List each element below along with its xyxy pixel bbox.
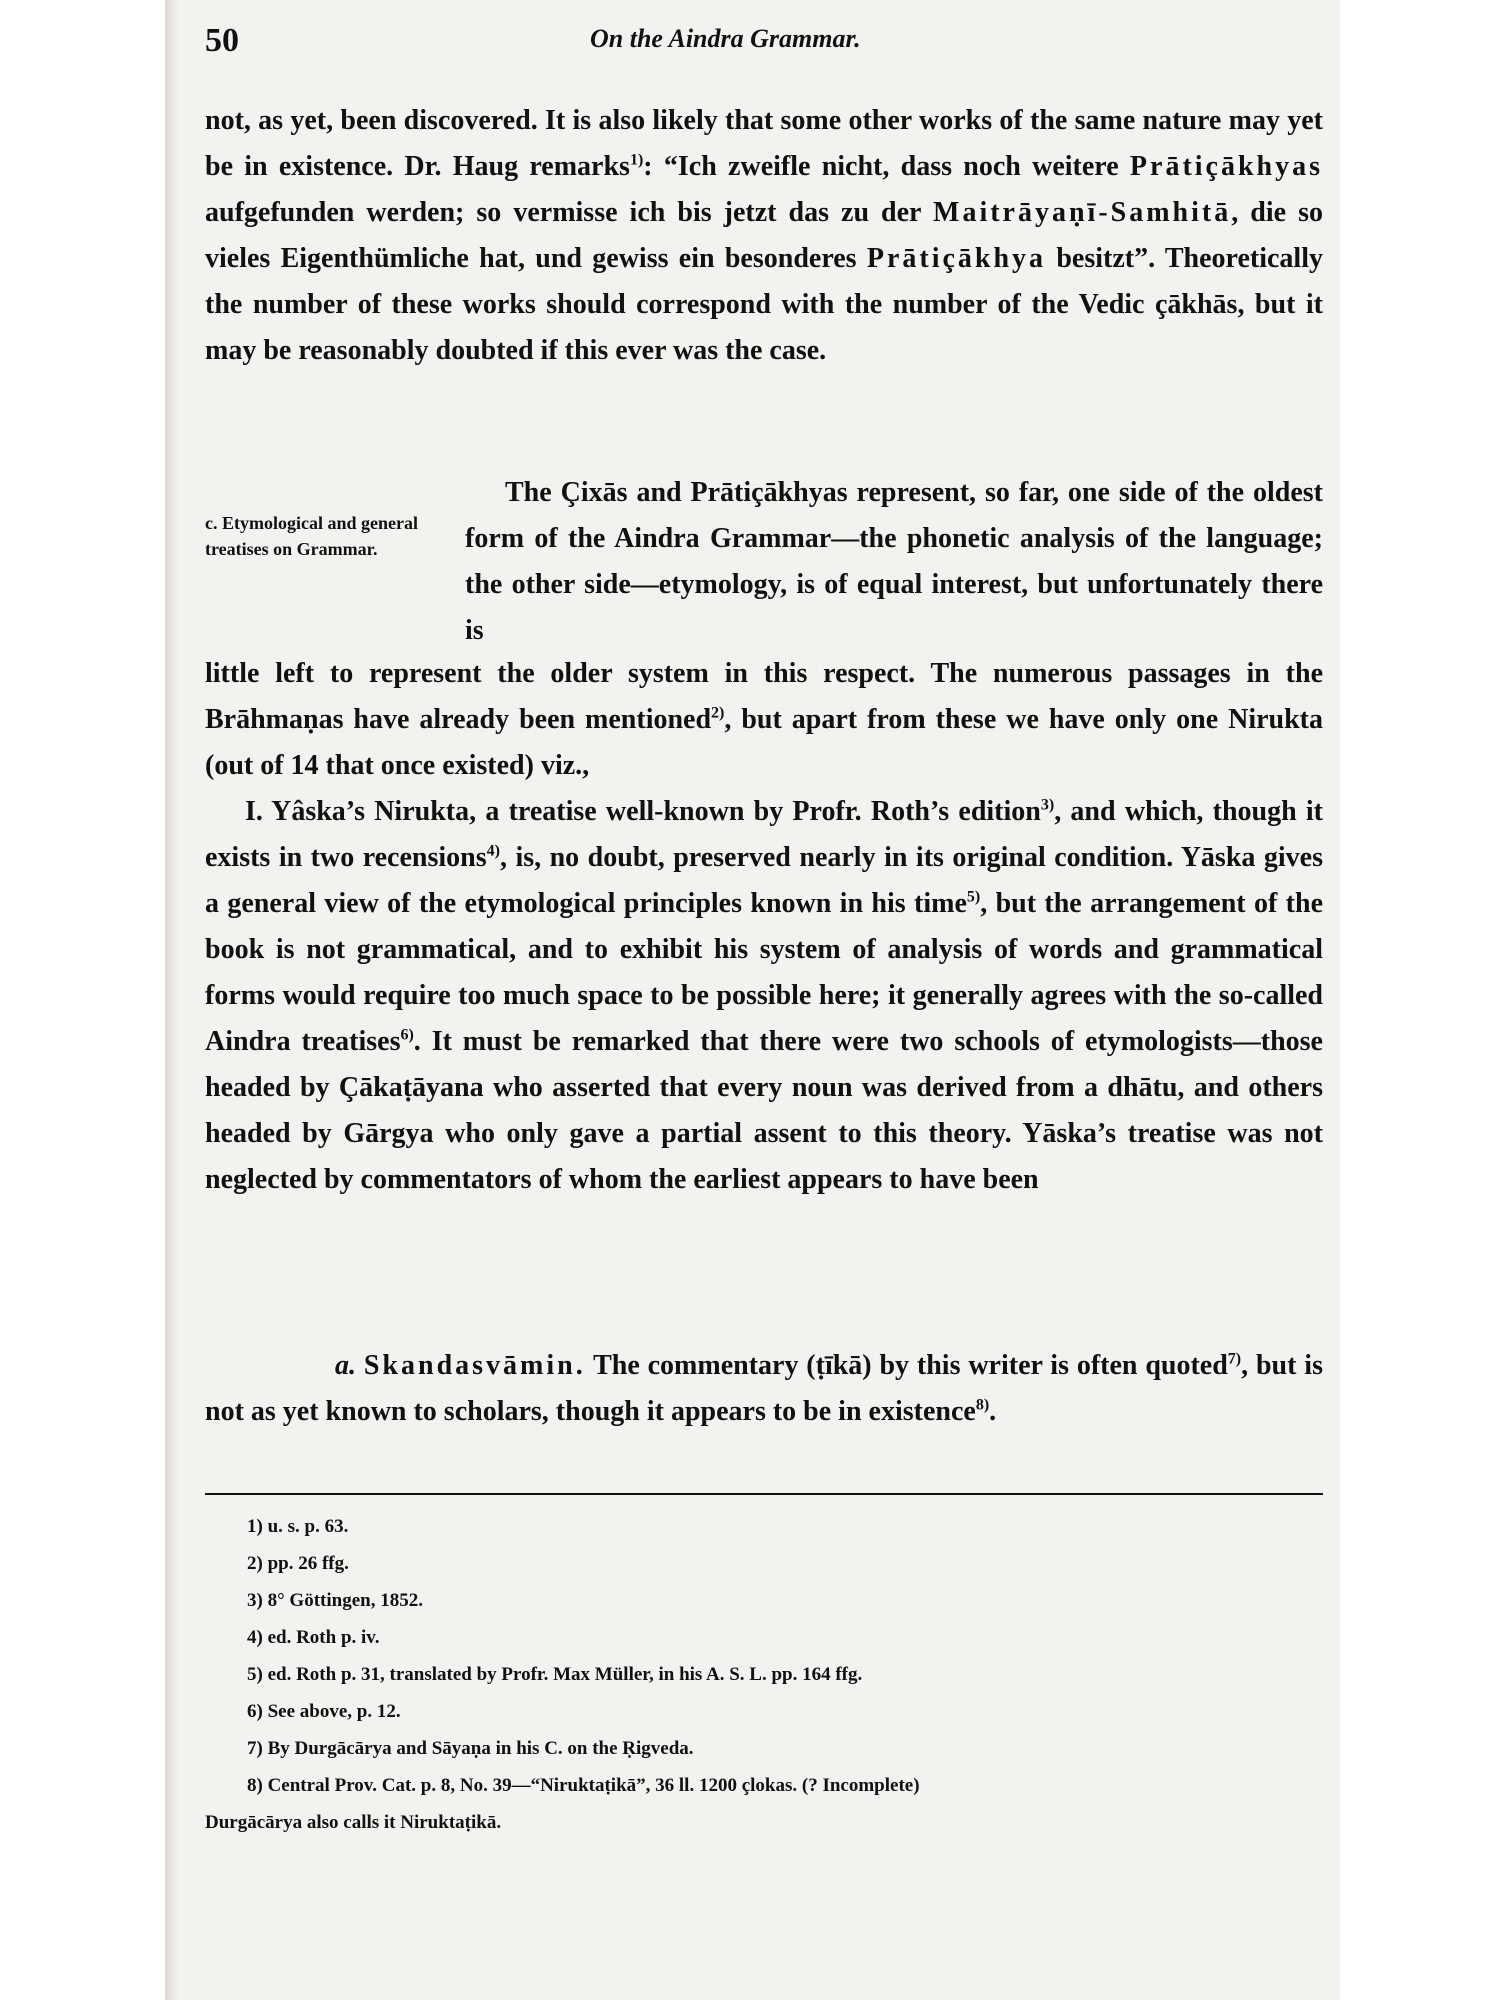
- section-i-paragraph: [205, 789, 1323, 1203]
- footnote-ref: 3): [1040, 796, 1055, 814]
- paragraph-text: , but the arrangement of the book is not grammatical, and to exhibit his system of analysis of words and grammatical forms would require too much space to be possible here; it generally agrees with the so-called Aindra treatises: [205, 888, 1323, 1057]
- marginal-note: c. Etymological and general treatises on Grammar.: [205, 513, 418, 559]
- page-gutter-shadow: [165, 0, 179, 2000]
- paragraph-text: The Çixās and Prātiçākhyas represent, so far, one side of the oldest form of the Aindra Grammar—the phonetic analysis of the language; the other side—etymology, is of equal interest, but unfortunately there is: [465, 477, 1323, 646]
- footnote-continuation: Durgācārya also calls it Niruktaṭikā.: [205, 1812, 502, 1833]
- paragraph-text: . It must be remarked that there were two schools of etymologists—those headed by Çākaṭāyana who asserted that every noun was derived from a dhātu, and others headed by Gārgya who only gave a partial assent to this theory. Yāska’s treatise was not neglected by commentators of whom the earliest appears to have been: [205, 1026, 1323, 1195]
- section-a-paragraph: [205, 1343, 1323, 1435]
- page-number: 50: [205, 22, 239, 59]
- paragraph-text: , is, no doubt, preserved nearly in its original condition. Yāska gives a general view of the etymological principles known in his time: [205, 842, 1323, 919]
- footnote-item: 8) Central Prov. Cat. p. 8, No. 39—“Niruktaṭikā”, 36 ll. 1200 çlokas. (? Incomplete): [247, 1775, 920, 1796]
- footnote-item: 5) ed. Roth p. 31, translated by Profr. Max Müller, in his A. S. L. pp. 164 ffg.: [247, 1664, 863, 1685]
- paragraph-text: besitzt”. Theoretically the number of these works should correspond with the number of the Vedic çākhās, but it may be reasonably doubted if this ever was the case.: [205, 243, 1323, 366]
- running-title: On the Aindra Grammar.: [590, 24, 861, 53]
- section-title: Yâska’s Nirukta,: [271, 796, 477, 827]
- paragraph-text: aufgefunden werden; so vermisse ich bis jetzt das zu der: [205, 197, 934, 228]
- footnote-ref: 1): [629, 151, 644, 169]
- term-pratisakhyas: Prātiçākhyas: [1129, 151, 1324, 182]
- footnote-ref: 7): [1227, 1350, 1242, 1368]
- footnote-item: 1) u. s. p. 63.: [247, 1516, 349, 1537]
- paragraph-text: , but is not as yet known to scholars, though it appears to be in existence: [205, 1350, 1323, 1427]
- term-maitrayani: Maitrāyaṇī-Samhitā: [933, 197, 1232, 228]
- footnote-divider: [205, 1493, 1323, 1495]
- top-paragraph: [205, 98, 1323, 374]
- footnote-item: 6) See above, p. 12.: [247, 1701, 401, 1722]
- footnote-item: 3) 8° Göttingen, 1852.: [247, 1590, 423, 1611]
- footnotes: [205, 1508, 1323, 1841]
- paragraph-text: : “Ich zweifle nicht, dass noch weitere: [643, 151, 1130, 182]
- paragraph-text: .: [989, 1396, 997, 1427]
- footnote-item: 7) By Durgācārya and Sāyaṇa in his C. on the Ṛigveda.: [247, 1738, 694, 1759]
- paragraph-text: , die so vieles Eigenthümliche hat, und gewiss ein besonderes: [205, 197, 1323, 274]
- footnote-ref: 5): [966, 888, 981, 906]
- section-name: Skandasvāmin.: [363, 1350, 586, 1381]
- continuation-paragraph: [205, 651, 1323, 789]
- footnote-ref: 2): [711, 704, 725, 722]
- paragraph-text: a treatise well-known by Profr. Roth’s edition: [476, 796, 1041, 827]
- footnote-item: 4) ed. Roth p. iv.: [247, 1627, 380, 1648]
- paragraph-text: not, as yet, been discovered. It is also likely that some other works of the same nature may yet be in existence. Dr. Haug remarks: [205, 105, 1323, 182]
- marginal-paragraph: [465, 470, 1323, 654]
- paragraph-text: , and which, though it exists in two recensions: [205, 796, 1323, 873]
- footnote-item: 2) pp. 26 ffg.: [247, 1553, 349, 1574]
- footnote-ref: 6): [400, 1026, 414, 1044]
- section-label: a.: [335, 1350, 356, 1381]
- footnote-ref: 8): [975, 1396, 990, 1414]
- term-pratisakhya: Prātiçākhya: [866, 243, 1047, 274]
- paragraph-text: little left to represent the older system in this respect. The numerous passages in the Brāhmaṇas have already been mentioned: [205, 658, 1323, 735]
- paragraph-text: The commentary (ṭīkā) by this writer is often quoted: [585, 1350, 1228, 1381]
- paragraph-text: , but apart from these we have only one Nirukta (out of 14 that once existed) viz.,: [205, 704, 1323, 781]
- section-label: I.: [245, 796, 263, 827]
- footnote-ref: 4): [486, 842, 500, 860]
